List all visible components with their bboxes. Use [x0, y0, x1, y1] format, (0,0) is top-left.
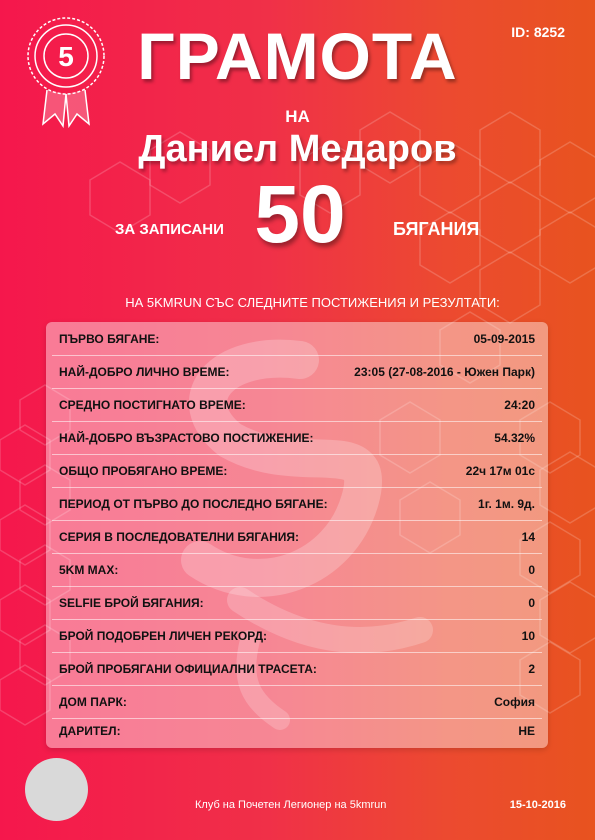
table-row [46, 460, 548, 480]
stamp-circle [25, 758, 88, 821]
runs-prefix-label: ЗА ЗАПИСАНИ [115, 221, 224, 238]
row-value: 22ч 17м 01с [465, 464, 535, 478]
achievements-table [46, 322, 548, 748]
row-label: ПЪРВО БЯГАНЕ: [59, 332, 160, 346]
row-label: ДОМ ПАРК: [59, 695, 127, 709]
row-label: 5KM MAX: [59, 563, 119, 577]
recipient-name: Даниел Медаров [138, 128, 457, 170]
row-label: ДАРИТЕЛ: [59, 724, 121, 738]
row-label: СРЕДНО ПОСТИГНАТО ВРЕМЕ: [59, 398, 246, 412]
row-value: 0 [528, 563, 535, 577]
table-row [46, 328, 548, 348]
footer-date: 15-10-2016 [509, 799, 566, 811]
achievements-subtitle: НА 5KMRUN СЪС СЛЕДНИТЕ ПОСТИЖЕНИЯ И РЕЗУЛТАТИ: [125, 295, 500, 310]
row-value: 1г. 1м. 9д. [478, 497, 535, 511]
row-value: София [494, 695, 535, 709]
row-label: БРОЙ ПРОБЯГАНИ ОФИЦИАЛНИ ТРАСЕТА: [59, 662, 317, 676]
recipient-prefix: НА [285, 107, 310, 126]
certificate-id: ID: 8252 [511, 24, 565, 40]
row-value: 05-09-2015 [473, 332, 535, 346]
row-value: 2 [528, 662, 535, 676]
row-value: 0 [528, 596, 535, 610]
runs-suffix-label: БЯГАНИЯ [393, 219, 480, 239]
row-label: НАЙ-ДОБРО ЛИЧНО ВРЕМЕ: [59, 365, 230, 379]
row-value: 23:05 (27-08-2016 - Южен Парк) [354, 365, 535, 379]
table-row [46, 427, 548, 447]
table-row [46, 361, 548, 381]
table-row [46, 658, 548, 678]
table-row [46, 526, 548, 546]
table-row [46, 493, 548, 513]
certificate-title: ГРАМОТА [137, 19, 458, 93]
table-row [46, 592, 548, 612]
row-label: ОБЩО ПРОБЯГАНО ВРЕМЕ: [59, 464, 228, 478]
logo-mark: 5 [58, 41, 74, 72]
table-row [46, 720, 548, 740]
table-row [46, 394, 548, 414]
table-row [46, 559, 548, 579]
row-label: БРОЙ ПОДОБРЕН ЛИЧЕН РЕКОРД: [59, 629, 268, 643]
row-value: НЕ [518, 724, 535, 738]
row-value: 14 [521, 530, 535, 544]
row-value: 10 [521, 629, 535, 643]
table-row [46, 691, 548, 711]
row-label: ПЕРИОД ОТ ПЪРВО ДО ПОСЛЕДНО БЯГАНЕ: [59, 497, 328, 511]
row-label: SELFIE БРОЙ БЯГАНИЯ: [59, 596, 204, 610]
row-value: 54.32% [494, 431, 535, 445]
run-count: 50 [254, 169, 346, 260]
table-row [46, 625, 548, 645]
row-label: СЕРИЯ В ПОСЛЕДОВАТЕЛНИ БЯГАНИЯ: [59, 530, 299, 544]
row-value: 24:20 [504, 398, 535, 412]
footer-club-text: Клуб на Почетен Легионер на 5kmrun [195, 799, 387, 811]
row-label: НАЙ-ДОБРО ВЪЗРАСТОВО ПОСТИЖЕНИЕ: [59, 431, 314, 445]
